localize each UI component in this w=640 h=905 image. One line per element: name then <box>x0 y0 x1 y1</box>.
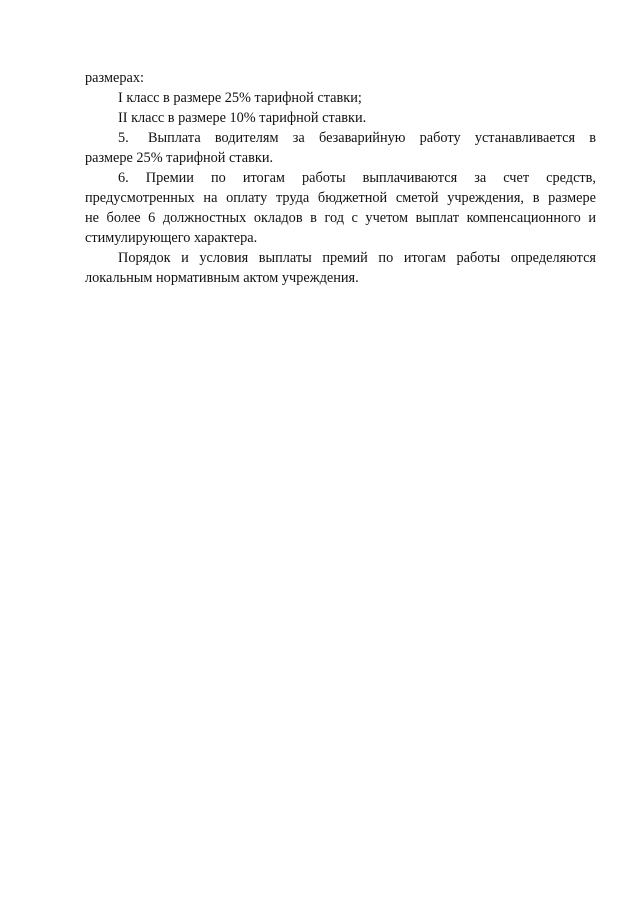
paragraph-6-line-2: предусмотренных на оплату труда бюджетной сметой учреждения, в размере <box>85 190 596 206</box>
paragraph-5-text: Выплата водителям за безаварийную работу устанавливается в <box>148 130 596 146</box>
paragraph-7-line-2: локальным нормативным актом учреждения. <box>85 270 359 286</box>
document-body <box>85 68 596 288</box>
class-one-line: I класс в размере 25% тарифной ставки; <box>118 90 362 106</box>
paragraph-5-line-2: размере 25% тарифной ставки. <box>85 150 274 166</box>
paragraph-5-line-1 <box>85 128 596 148</box>
paragraph-6-line-4: стимулирующего характера. <box>85 230 258 246</box>
paragraph-7-line-1: Порядок и условия выплаты премий по итогам работы определяются <box>118 250 596 266</box>
class-two-line: II класс в размере 10% тарифной ставки. <box>118 110 367 126</box>
paragraph-continuation: размерах: <box>85 70 144 86</box>
paragraph-6-line-1: 6. Премии по итогам работы выплачиваются за счет средств, <box>118 170 596 186</box>
paragraph-6-line-3: не более 6 должностных окладов в год с учетом выплат компенсационного и <box>85 210 596 226</box>
paragraph-5-number: 5. <box>118 130 129 146</box>
